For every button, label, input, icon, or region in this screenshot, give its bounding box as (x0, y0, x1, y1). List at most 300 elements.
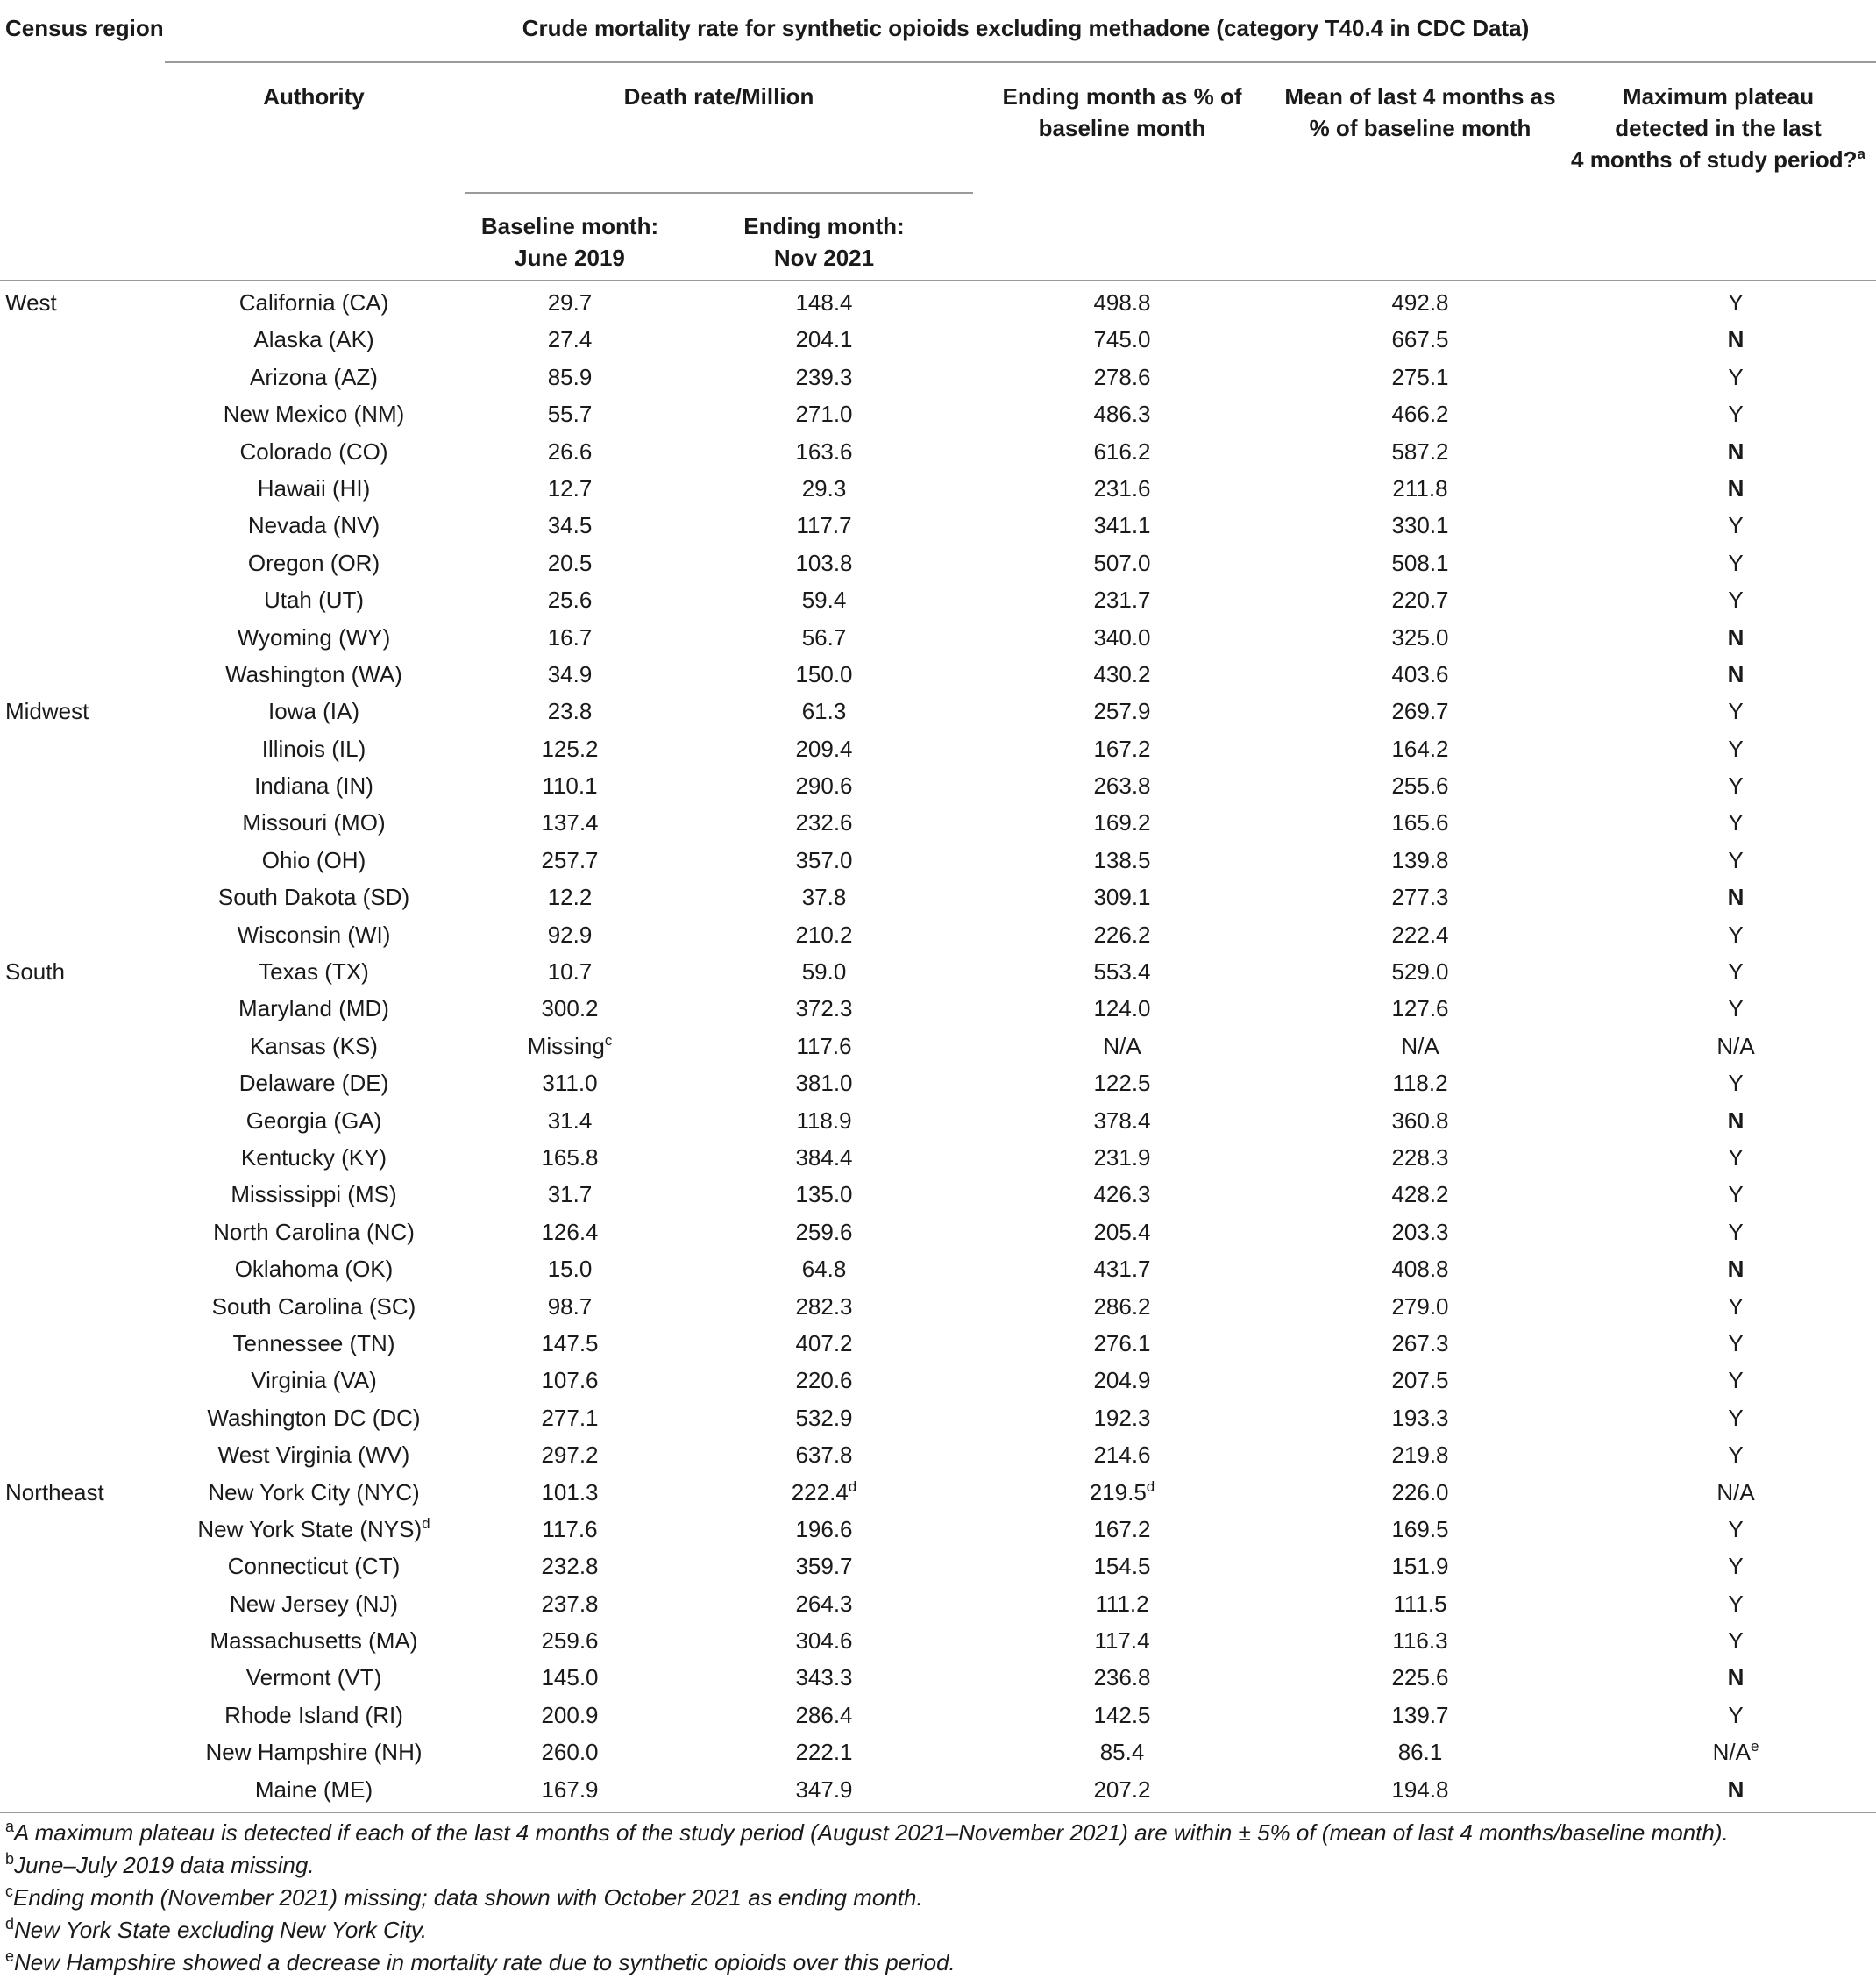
cell-ending: 204.1 (795, 326, 853, 353)
cell-mean-pct: 116.3 (1392, 1627, 1448, 1655)
footnote-text: New York State excluding New York City. (14, 1917, 428, 1943)
cell-baseline: 26.6 (547, 438, 593, 465)
table-row (0, 1659, 1876, 1696)
cell-ending-pct: 142.5 (1093, 1701, 1151, 1728)
cell-ending-pct: 138.5 (1093, 846, 1151, 873)
cell-mean-pct: 219.8 (1391, 1441, 1449, 1469)
cell-ending-pct: 430.2 (1093, 660, 1151, 687)
cell-plateau: Y (1728, 995, 1744, 1022)
cell-authority: Connecticut (CT) (227, 1553, 401, 1580)
cell-ending-pct: 167.2 (1093, 735, 1151, 762)
cell-plateau: Y (1728, 735, 1744, 762)
cell-ending-pct: 257.9 (1093, 698, 1151, 725)
cell-ending: 29.3 (801, 474, 847, 502)
cell-baseline: 237.8 (541, 1590, 599, 1617)
cell-ending-pct: 309.1 (1093, 884, 1151, 911)
cell-baseline: 110.1 (542, 772, 598, 800)
header-authority: Authority (263, 83, 365, 110)
table-row (0, 1585, 1876, 1622)
cell-mean-pct: 275.1 (1391, 363, 1449, 390)
cell-ending-pct: N/A (1103, 1032, 1141, 1059)
header-mean-pct-line2: % of baseline month (1309, 115, 1531, 141)
cell-ending: 117.7 (796, 512, 852, 539)
table-row (0, 1548, 1876, 1584)
cell-ending-pct: 231.9 (1093, 1143, 1151, 1171)
cell-authority: Mississippi (MS) (231, 1181, 397, 1208)
cell-ending-pct: 431.7 (1093, 1256, 1151, 1283)
cell-authority: Virginia (VA) (251, 1367, 377, 1394)
cell-ending-pct: 286.2 (1093, 1292, 1151, 1320)
footnote-mark: b (5, 1850, 15, 1868)
footnote-ref: d (422, 1514, 430, 1532)
cell-plateau: N (1727, 1107, 1745, 1134)
header-ending-pct-line2: baseline month (1038, 115, 1206, 141)
cell-baseline: 311.0 (542, 1070, 598, 1097)
header-baseline-line2: June 2019 (515, 245, 625, 271)
cell-ending-pct: 507.0 (1093, 549, 1151, 576)
cell-mean-pct: 255.6 (1391, 772, 1449, 800)
cell-authority: Colorado (CO) (239, 438, 388, 465)
header-plateau-line3: 4 months of study period?$^a$ (1571, 146, 1865, 173)
table-row (0, 1064, 1876, 1101)
table-row (0, 1771, 1876, 1808)
footnote-text: New Hampshire showed a decrease in mortality rate due to synthetic opioids over this period. (14, 1949, 956, 1975)
table-rule-bottom (0, 1812, 1876, 1813)
header-ending-line1: Ending month: (743, 213, 905, 239)
cell-mean-pct: 169.5 (1391, 1515, 1449, 1542)
cell-ending-pct: 124.0 (1093, 995, 1151, 1022)
cell-region: Midwest (5, 698, 89, 725)
cell-plateau: N/A (1716, 1478, 1755, 1506)
cell-ending-pct: 167.2 (1093, 1515, 1151, 1542)
cell-mean-pct: 269.7 (1391, 698, 1449, 725)
header-ending-pct-line1: Ending month as % of (1002, 83, 1242, 110)
cell-ending-pct: 263.8 (1093, 772, 1151, 800)
cell-authority: South Carolina (SC) (211, 1292, 416, 1320)
cell-mean-pct: 428.2 (1391, 1181, 1449, 1208)
table-row (0, 1436, 1876, 1473)
cell-baseline: 125.2 (541, 735, 599, 762)
cell-authority: North Carolina (NC) (213, 1218, 415, 1245)
cell-ending-pct: 122.5 (1093, 1070, 1151, 1097)
footnote-e (5, 1947, 956, 1978)
header-baseline-month (465, 210, 675, 274)
cell-plateau: Y (1728, 1367, 1744, 1394)
cell-ending: 343.3 (795, 1664, 853, 1691)
cell-ending: 304.6 (795, 1627, 853, 1655)
table-row (0, 581, 1876, 618)
cell-authority: Ohio (OH) (261, 846, 366, 873)
cell-plateau: Y (1728, 1553, 1744, 1580)
footnote-mark: d (5, 1915, 15, 1933)
cell-baseline: 34.5 (547, 512, 593, 539)
cell-ending-pct: 278.6 (1093, 363, 1151, 390)
cell-authority: Iowa (IA) (267, 698, 360, 725)
header-rule-top (165, 61, 1876, 63)
cell-ending: 384.4 (795, 1143, 853, 1171)
cell-mean-pct: 330.1 (1391, 512, 1449, 539)
cell-ending-pct: 226.2 (1093, 921, 1151, 948)
cell-mean-pct: 127.6 (1391, 995, 1449, 1022)
cell-baseline: 232.8 (541, 1553, 599, 1580)
header-mean-pct (1262, 81, 1578, 144)
header-census-region: Census region (5, 15, 164, 41)
table-row (0, 1474, 1876, 1511)
cell-mean-pct: 151.9 (1391, 1553, 1449, 1580)
footnote-c (5, 1882, 923, 1913)
table-row (0, 1399, 1876, 1436)
cell-mean-pct: 139.7 (1391, 1701, 1449, 1728)
cell-authority: Kentucky (KY) (240, 1143, 387, 1171)
cell-authority: New Jersey (NJ) (229, 1590, 399, 1617)
cell-plateau: N (1727, 474, 1745, 502)
cell-authority: Nevada (NV) (247, 512, 380, 539)
cell-ending: 290.6 (795, 772, 853, 800)
cell-authority: Wyoming (WY) (237, 623, 391, 651)
cell-baseline: 277.1 (541, 1404, 599, 1431)
cell-ending-pct: 205.4 (1093, 1218, 1151, 1245)
cell-baseline: 126.4 (541, 1218, 599, 1245)
cell-baseline: 20.5 (547, 549, 593, 576)
cell-baseline: 29.7 (547, 289, 593, 316)
table-row (0, 1697, 1876, 1733)
cell-mean-pct: 207.5 (1391, 1367, 1449, 1394)
cell-baseline: 85.9 (547, 363, 593, 390)
table-row (0, 470, 1876, 507)
cell-ending: 210.2 (795, 921, 853, 948)
cell-ending-pct: 231.7 (1093, 587, 1151, 614)
cell-ending-pct: 154.5 (1093, 1553, 1151, 1580)
cell-ending-pct: 236.8 (1093, 1664, 1151, 1691)
table-row (0, 1288, 1876, 1325)
cell-baseline: 147.5 (541, 1329, 599, 1356)
table-row (0, 395, 1876, 432)
cell-ending: 357.0 (795, 846, 853, 873)
cell-mean-pct: 203.3 (1391, 1218, 1449, 1245)
cell-baseline: 15.0 (547, 1256, 593, 1283)
table-row (0, 953, 1876, 990)
footnote-ref: e (1750, 1738, 1759, 1755)
cell-baseline: 12.2 (547, 884, 593, 911)
cell-ending-pct: 426.3 (1093, 1181, 1151, 1208)
header-plateau-line2: detected in the last (1615, 115, 1822, 141)
table-row (0, 619, 1876, 656)
cell-ending-pct: 340.0 (1093, 623, 1151, 651)
cell-baseline: 117.6 (542, 1515, 598, 1542)
footnote-ref: a (1857, 146, 1865, 162)
cell-plateau: Y (1728, 1181, 1744, 1208)
cell-ending-pct: 219.5$^d$ (1089, 1477, 1155, 1506)
table-row (0, 1214, 1876, 1250)
cell-ending: 135.0 (795, 1181, 853, 1208)
cell-mean-pct: 587.2 (1391, 438, 1449, 465)
cell-ending: 259.6 (795, 1218, 853, 1245)
cell-mean-pct: 222.4 (1391, 921, 1449, 948)
cell-ending-pct: 169.2 (1093, 809, 1151, 836)
cell-authority: Massachusetts (MA) (210, 1627, 418, 1655)
table-row (0, 656, 1876, 693)
cell-plateau: Y (1728, 1627, 1744, 1655)
table-row (0, 804, 1876, 841)
footnote-mark: c (5, 1883, 13, 1900)
header-ending-month (719, 210, 929, 274)
cell-plateau: N/A (1716, 1032, 1755, 1059)
cell-ending: 64.8 (801, 1256, 847, 1283)
cell-ending-pct: 745.0 (1093, 326, 1151, 353)
header-mean-pct-line1: Mean of last 4 months as (1284, 83, 1556, 110)
cell-ending: 103.8 (795, 549, 853, 576)
cell-ending-pct: 214.6 (1093, 1441, 1151, 1469)
cell-ending-pct: 553.4 (1093, 958, 1151, 986)
footnote-mark: a (5, 1818, 15, 1835)
cell-mean-pct: 492.8 (1391, 289, 1449, 316)
header-ending-line2: Nov 2021 (773, 245, 875, 271)
cell-ending-pct: 231.6 (1093, 474, 1151, 502)
cell-plateau: Y (1728, 1441, 1744, 1469)
table-row (0, 507, 1876, 544)
cell-mean-pct: 111.5 (1393, 1590, 1447, 1617)
footnote-d (5, 1914, 427, 1946)
cell-baseline: 200.9 (541, 1701, 599, 1728)
cell-ending-pct: 85.4 (1099, 1739, 1145, 1766)
cell-ending: 61.3 (801, 698, 847, 725)
cell-authority: Arizona (AZ) (250, 363, 378, 390)
table-row (0, 916, 1876, 953)
cell-ending: 271.0 (795, 401, 853, 428)
cell-authority: Alaska (AK) (253, 326, 374, 353)
cell-ending: 222.1 (795, 1739, 853, 1766)
cell-mean-pct: 360.8 (1391, 1107, 1449, 1134)
cell-ending: 407.2 (795, 1329, 853, 1356)
cell-ending: 532.9 (795, 1404, 853, 1431)
header-rule-death-rate (465, 192, 973, 194)
cell-mean-pct: 325.0 (1391, 623, 1449, 651)
cell-region: South (5, 958, 65, 986)
header-plateau-line1: Maximum plateau (1622, 83, 1815, 110)
cell-plateau: N (1727, 884, 1745, 911)
cell-plateau: Y (1728, 1590, 1744, 1617)
cell-baseline: 257.7 (541, 846, 599, 873)
cell-baseline: 55.7 (547, 401, 593, 428)
cell-authority: Missouri (MO) (242, 809, 386, 836)
cell-ending-pct: 276.1 (1093, 1329, 1151, 1356)
cell-ending: 232.6 (795, 809, 853, 836)
cell-plateau: Y (1728, 958, 1744, 986)
cell-plateau: $N/A^e$ (1712, 1738, 1759, 1766)
cell-region: Northeast (5, 1478, 104, 1506)
cell-mean-pct: 529.0 (1391, 958, 1449, 986)
table-row (0, 730, 1876, 767)
table-body (0, 284, 1876, 1808)
cell-authority: Georgia (GA) (245, 1107, 382, 1134)
cell-plateau: N (1727, 623, 1745, 651)
cell-ending: 359.7 (795, 1553, 853, 1580)
cell-authority: Wisconsin (WI) (237, 921, 391, 948)
table-row (0, 1028, 1876, 1064)
table-row (0, 433, 1876, 470)
cell-plateau: Y (1728, 809, 1744, 836)
cell-authority: Hawaii (HI) (257, 474, 371, 502)
cell-ending: 220.6 (795, 1367, 853, 1394)
cell-mean-pct: 86.1 (1397, 1739, 1443, 1766)
cell-ending-pct: 378.4 (1093, 1107, 1151, 1134)
cell-authority: Rhode Island (RI) (224, 1701, 403, 1728)
cell-mean-pct: 403.6 (1391, 660, 1449, 687)
header-table-title: Crude mortality rate for synthetic opioids excluding methadone (category T40.4 in CDC Data) (522, 15, 1530, 41)
footnote-text: Ending month (November 2021) missing; data shown with October 2021 as ending month. (13, 1884, 923, 1911)
cell-baseline: 31.7 (547, 1181, 593, 1208)
cell-authority: Vermont (VT) (245, 1664, 382, 1691)
cell-ending: 264.3 (795, 1590, 853, 1617)
cell-mean-pct: 225.6 (1391, 1664, 1449, 1691)
cell-ending: 222.4$^d$ (791, 1477, 857, 1506)
cell-plateau: Y (1728, 401, 1744, 428)
table-row (0, 1325, 1876, 1362)
cell-plateau: Y (1728, 1292, 1744, 1320)
cell-authority: Oklahoma (OK) (234, 1256, 394, 1283)
cell-authority: Delaware (DE) (238, 1070, 389, 1097)
cell-baseline: 297.2 (541, 1441, 599, 1469)
cell-ending: 372.3 (795, 995, 853, 1022)
cell-baseline: 145.0 (541, 1664, 599, 1691)
cell-ending: 56.7 (801, 623, 847, 651)
table-row (0, 1511, 1876, 1548)
cell-plateau: Y (1728, 587, 1744, 614)
cell-plateau: Y (1728, 363, 1744, 390)
cell-mean-pct: 220.7 (1391, 587, 1449, 614)
cell-baseline: 137.4 (541, 809, 599, 836)
cell-plateau: N (1727, 326, 1745, 353)
cell-ending: 347.9 (795, 1776, 853, 1803)
cell-ending: 37.8 (801, 884, 847, 911)
table-row (0, 545, 1876, 581)
cell-ending: 209.4 (795, 735, 853, 762)
cell-ending-pct: 204.9 (1093, 1367, 1151, 1394)
cell-baseline: 165.8 (541, 1143, 599, 1171)
cell-authority: Washington DC (DC) (207, 1404, 421, 1431)
cell-ending: 239.3 (795, 363, 853, 390)
table-row (0, 321, 1876, 358)
cell-authority: New York City (NYC) (208, 1478, 420, 1506)
footnote-ref: d (1146, 1477, 1155, 1495)
cell-ending: 381.0 (795, 1070, 853, 1097)
footnote-a (5, 1817, 1729, 1848)
cell-baseline: 107.6 (541, 1367, 599, 1394)
cell-baseline: 27.4 (547, 326, 593, 353)
cell-authority: New Mexico (NM) (223, 401, 405, 428)
footnote-text: A maximum plateau is detected if each of the last 4 months of the study period (August 2021–November 2021) are within ± 5% of (mean of last 4 months/baseline month). (14, 1819, 1729, 1846)
cell-ending: 117.6 (796, 1032, 852, 1059)
cell-plateau: Y (1728, 1143, 1744, 1171)
header-death-rate: Death rate/Million (623, 83, 814, 110)
cell-ending: 150.0 (795, 660, 853, 687)
cell-mean-pct: 164.2 (1391, 735, 1449, 762)
table-row (0, 990, 1876, 1027)
cell-baseline: 34.9 (547, 660, 593, 687)
table-row (0, 1733, 1876, 1770)
header-ending-pct (973, 81, 1271, 144)
cell-baseline: 259.6 (541, 1627, 599, 1655)
cell-plateau: N (1727, 1664, 1745, 1691)
cell-plateau: Y (1728, 1515, 1744, 1542)
cell-authority: New Hampshire (NH) (205, 1739, 423, 1766)
cell-plateau: N (1727, 1256, 1745, 1283)
cell-baseline: 31.4 (547, 1107, 593, 1134)
cell-mean-pct: 118.2 (1392, 1070, 1448, 1097)
cell-authority: Washington (WA) (225, 660, 402, 687)
cell-mean-pct: 194.8 (1391, 1776, 1449, 1803)
table-row (0, 284, 1876, 321)
table-row (0, 1250, 1876, 1287)
cell-plateau: Y (1728, 1701, 1744, 1728)
cell-authority: Oregon (OR) (247, 549, 380, 576)
cell-authority: Maine (ME) (254, 1776, 373, 1803)
cell-baseline: Missing$^c$ (527, 1031, 613, 1059)
cell-mean-pct: 165.6 (1391, 809, 1449, 836)
cell-mean-pct: 667.5 (1391, 326, 1449, 353)
cell-mean-pct: 226.0 (1391, 1478, 1449, 1506)
cell-mean-pct: 508.1 (1391, 549, 1449, 576)
cell-region: West (5, 289, 57, 316)
footnote-ref: d (848, 1477, 857, 1495)
cell-authority: California (CA) (238, 289, 389, 316)
cell-mean-pct: 466.2 (1391, 401, 1449, 428)
cell-ending-pct: 616.2 (1093, 438, 1151, 465)
cell-baseline: 167.9 (541, 1776, 599, 1803)
cell-plateau: Y (1728, 772, 1744, 800)
cell-mean-pct: 228.3 (1391, 1143, 1449, 1171)
cell-baseline: 98.7 (547, 1292, 593, 1320)
cell-ending: 118.9 (796, 1107, 852, 1134)
cell-plateau: N (1727, 1776, 1745, 1803)
cell-plateau: Y (1728, 1070, 1744, 1097)
header-plateau (1560, 81, 1876, 175)
table-row (0, 1102, 1876, 1139)
table-row (0, 359, 1876, 395)
cell-ending: 282.3 (795, 1292, 853, 1320)
cell-mean-pct: 211.8 (1392, 474, 1448, 502)
cell-baseline: 101.3 (541, 1478, 599, 1506)
table-row (0, 767, 1876, 804)
cell-baseline: 25.6 (547, 587, 593, 614)
header-baseline-line1: Baseline month: (480, 213, 659, 239)
cell-mean-pct: N/A (1401, 1032, 1439, 1059)
cell-authority: Utah (UT) (263, 587, 365, 614)
cell-ending: 637.8 (795, 1441, 853, 1469)
table-row (0, 1139, 1876, 1176)
cell-plateau: Y (1728, 846, 1744, 873)
cell-authority: New York State (NYS)$^d$ (197, 1514, 430, 1542)
table-row (0, 1622, 1876, 1659)
cell-authority: Indiana (IN) (254, 772, 373, 800)
cell-plateau: Y (1728, 921, 1744, 948)
cell-ending-pct: 207.2 (1093, 1776, 1151, 1803)
cell-authority: Tennessee (TN) (232, 1329, 395, 1356)
cell-plateau: Y (1728, 289, 1744, 316)
header-rule-bottom (0, 280, 1876, 281)
footnote-mark: e (5, 1947, 15, 1965)
cell-ending: 59.4 (801, 587, 847, 614)
cell-plateau: Y (1728, 1329, 1744, 1356)
cell-baseline: 10.7 (547, 958, 593, 986)
cell-ending: 163.6 (795, 438, 853, 465)
cell-mean-pct: 139.8 (1391, 846, 1449, 873)
cell-mean-pct: 277.3 (1391, 884, 1449, 911)
cell-plateau: N (1727, 660, 1745, 687)
cell-authority: Illinois (IL) (261, 735, 366, 762)
cell-ending: 196.6 (795, 1515, 853, 1542)
cell-baseline: 12.7 (547, 474, 593, 502)
